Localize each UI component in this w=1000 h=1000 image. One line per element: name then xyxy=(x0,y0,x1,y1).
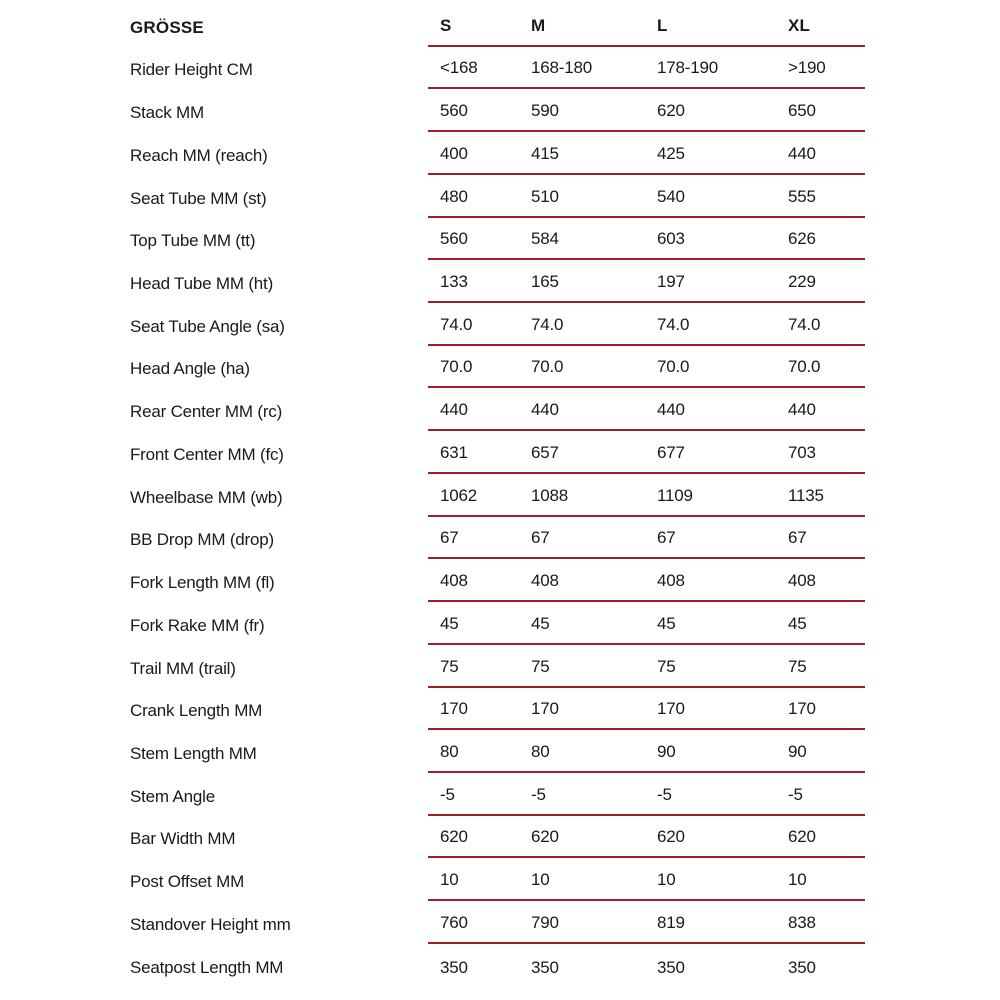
table-row xyxy=(130,303,865,346)
value-cell-xl: 440 xyxy=(788,400,816,420)
table-row xyxy=(130,517,865,560)
size-column-header-l: L xyxy=(657,15,668,35)
value-cell-l: 603 xyxy=(657,229,685,249)
value-cell-xl: 626 xyxy=(788,229,816,249)
value-cell-s: 560 xyxy=(440,101,468,121)
row-label: Trail MM (trail) xyxy=(130,658,236,678)
value-cell-l: 677 xyxy=(657,442,685,462)
row-values xyxy=(428,132,865,175)
value-cell-l: 440 xyxy=(657,400,685,420)
row-values xyxy=(428,47,865,90)
table-row xyxy=(130,730,865,773)
value-cell-s: 45 xyxy=(440,613,459,633)
value-cell-xl: 408 xyxy=(788,571,816,591)
value-cell-xl: 67 xyxy=(788,528,807,548)
value-cell-s: 440 xyxy=(440,400,468,420)
value-cell-s: 10 xyxy=(440,870,459,890)
value-cell-m: 440 xyxy=(531,400,559,420)
table-row xyxy=(130,816,865,859)
row-values xyxy=(428,260,865,303)
value-cell-l: 620 xyxy=(657,827,685,847)
table-row xyxy=(130,218,865,261)
value-cell-m: 1088 xyxy=(531,485,569,505)
value-cell-l: 70.0 xyxy=(657,357,690,377)
table-row xyxy=(130,175,865,218)
value-cell-l: 350 xyxy=(657,957,685,977)
value-cell-s: 67 xyxy=(440,528,459,548)
value-cell-m: 657 xyxy=(531,442,559,462)
value-cell-s: 400 xyxy=(440,143,468,163)
row-values xyxy=(428,559,865,602)
value-cell-xl: 703 xyxy=(788,442,816,462)
value-cell-l: 408 xyxy=(657,571,685,591)
value-cell-xl: 74.0 xyxy=(788,314,821,334)
value-cell-m: 350 xyxy=(531,957,559,977)
value-cell-m: 80 xyxy=(531,741,550,761)
value-cell-l: -5 xyxy=(657,784,672,804)
value-cell-m: 590 xyxy=(531,101,559,121)
value-cell-s: 1062 xyxy=(440,485,478,505)
value-cell-m: 70.0 xyxy=(531,357,564,377)
value-cell-s: 631 xyxy=(440,442,468,462)
value-cell-s: 350 xyxy=(440,957,468,977)
value-cell-s: 560 xyxy=(440,229,468,249)
row-label: Seat Tube MM (st) xyxy=(130,188,267,208)
value-cell-m: 10 xyxy=(531,870,550,890)
value-cell-m: 74.0 xyxy=(531,314,564,334)
row-values xyxy=(428,773,865,816)
value-cell-m: 415 xyxy=(531,143,559,163)
size-column-header-m: M xyxy=(531,15,546,35)
value-cell-xl: 440 xyxy=(788,143,816,163)
value-cell-xl: 10 xyxy=(788,870,807,890)
row-values xyxy=(428,517,865,560)
value-cell-m: 584 xyxy=(531,229,559,249)
value-cell-s: 170 xyxy=(440,699,468,719)
row-label: Fork Length MM (fl) xyxy=(130,573,275,593)
row-label: Bar Width MM xyxy=(130,829,236,849)
row-label: Head Angle (ha) xyxy=(130,359,250,379)
value-cell-l: 75 xyxy=(657,656,676,676)
row-values xyxy=(428,816,865,859)
row-label: Rider Height CM xyxy=(130,60,253,80)
value-cell-l: 197 xyxy=(657,272,685,292)
row-label: Seatpost Length MM xyxy=(130,957,284,977)
row-label: Rear Center MM (rc) xyxy=(130,402,283,422)
row-label: Front Center MM (fc) xyxy=(130,444,284,464)
row-values xyxy=(428,89,865,132)
row-label: Crank Length MM xyxy=(130,701,263,721)
value-cell-l: 10 xyxy=(657,870,676,890)
row-label: Post Offset MM xyxy=(130,872,245,892)
value-cell-s: 74.0 xyxy=(440,314,473,334)
row-values xyxy=(428,346,865,389)
row-label: Top Tube MM (tt) xyxy=(130,231,256,251)
row-values xyxy=(428,474,865,517)
row-values xyxy=(428,175,865,218)
table-row xyxy=(130,602,865,645)
value-cell-l: 819 xyxy=(657,912,685,932)
row-values xyxy=(428,688,865,731)
row-label: Stack MM xyxy=(130,103,204,123)
value-cell-s: <168 xyxy=(440,58,478,78)
value-cell-s: 760 xyxy=(440,912,468,932)
value-cell-m: 170 xyxy=(531,699,559,719)
value-cell-xl: 170 xyxy=(788,699,816,719)
value-cell-s: -5 xyxy=(440,784,455,804)
value-cell-xl: 555 xyxy=(788,186,816,206)
value-cell-l: 90 xyxy=(657,741,676,761)
size-header-values xyxy=(428,4,865,47)
table-row xyxy=(130,132,865,175)
table-row xyxy=(130,773,865,816)
row-values xyxy=(428,901,865,944)
table-row xyxy=(130,431,865,474)
value-cell-s: 70.0 xyxy=(440,357,473,377)
size-column-header-s: S xyxy=(440,15,452,35)
value-cell-xl: 350 xyxy=(788,957,816,977)
row-label: Reach MM (reach) xyxy=(130,145,268,165)
row-values xyxy=(428,730,865,773)
table-row xyxy=(130,901,865,944)
value-cell-m: 168-180 xyxy=(531,58,592,78)
value-cell-l: 425 xyxy=(657,143,685,163)
table-header-row xyxy=(130,4,865,47)
value-cell-xl: -5 xyxy=(788,784,803,804)
value-cell-m: 67 xyxy=(531,528,550,548)
value-cell-s: 408 xyxy=(440,571,468,591)
value-cell-l: 178-190 xyxy=(657,58,718,78)
value-cell-l: 67 xyxy=(657,528,676,548)
value-cell-m: -5 xyxy=(531,784,546,804)
table-row xyxy=(130,346,865,389)
row-label: Stem Angle xyxy=(130,786,215,806)
row-label: Head Tube MM (ht) xyxy=(130,274,274,294)
value-cell-m: 75 xyxy=(531,656,550,676)
value-cell-xl: 620 xyxy=(788,827,816,847)
value-cell-xl: 45 xyxy=(788,613,807,633)
value-cell-s: 620 xyxy=(440,827,468,847)
value-cell-l: 170 xyxy=(657,699,685,719)
row-values xyxy=(428,858,865,901)
value-cell-xl: 1135 xyxy=(788,485,824,505)
value-cell-xl: >190 xyxy=(788,58,826,78)
row-values xyxy=(428,303,865,346)
table-row xyxy=(130,388,865,431)
value-cell-l: 540 xyxy=(657,186,685,206)
row-label: Standover Height mm xyxy=(130,914,291,934)
geometry-table xyxy=(130,4,865,987)
row-label: Wheelbase MM (wb) xyxy=(130,487,283,507)
row-label: BB Drop MM (drop) xyxy=(130,530,274,550)
table-row xyxy=(130,89,865,132)
value-cell-s: 80 xyxy=(440,741,459,761)
value-cell-xl: 838 xyxy=(788,912,816,932)
row-values xyxy=(428,388,865,431)
value-cell-l: 620 xyxy=(657,101,685,121)
value-cell-xl: 229 xyxy=(788,272,816,292)
value-cell-l: 1109 xyxy=(657,485,693,505)
row-values xyxy=(428,602,865,645)
table-row xyxy=(130,858,865,901)
row-label: Fork Rake MM (fr) xyxy=(130,615,265,635)
value-cell-xl: 70.0 xyxy=(788,357,821,377)
table-row xyxy=(130,474,865,517)
row-values xyxy=(428,645,865,688)
row-values xyxy=(428,431,865,474)
value-cell-m: 620 xyxy=(531,827,559,847)
table-row xyxy=(130,645,865,688)
size-header-title: GRÖSSE xyxy=(130,17,204,37)
size-column-header-xl: XL xyxy=(788,15,811,35)
value-cell-s: 133 xyxy=(440,272,468,292)
table-row xyxy=(130,260,865,303)
table-row xyxy=(130,688,865,731)
table-row xyxy=(130,559,865,602)
value-cell-s: 75 xyxy=(440,656,459,676)
value-cell-m: 790 xyxy=(531,912,559,932)
row-label: Seat Tube Angle (sa) xyxy=(130,316,285,336)
value-cell-m: 45 xyxy=(531,613,550,633)
value-cell-l: 74.0 xyxy=(657,314,690,334)
value-cell-xl: 650 xyxy=(788,101,816,121)
value-cell-m: 510 xyxy=(531,186,559,206)
row-label: Stem Length MM xyxy=(130,743,257,763)
value-cell-s: 480 xyxy=(440,186,468,206)
value-cell-xl: 90 xyxy=(788,741,807,761)
row-values xyxy=(428,944,865,987)
table-body xyxy=(130,47,865,987)
value-cell-m: 408 xyxy=(531,571,559,591)
value-cell-xl: 75 xyxy=(788,656,807,676)
table-row xyxy=(130,47,865,90)
table-row xyxy=(130,944,865,987)
value-cell-l: 45 xyxy=(657,613,676,633)
value-cell-m: 165 xyxy=(531,272,559,292)
row-values xyxy=(428,218,865,261)
